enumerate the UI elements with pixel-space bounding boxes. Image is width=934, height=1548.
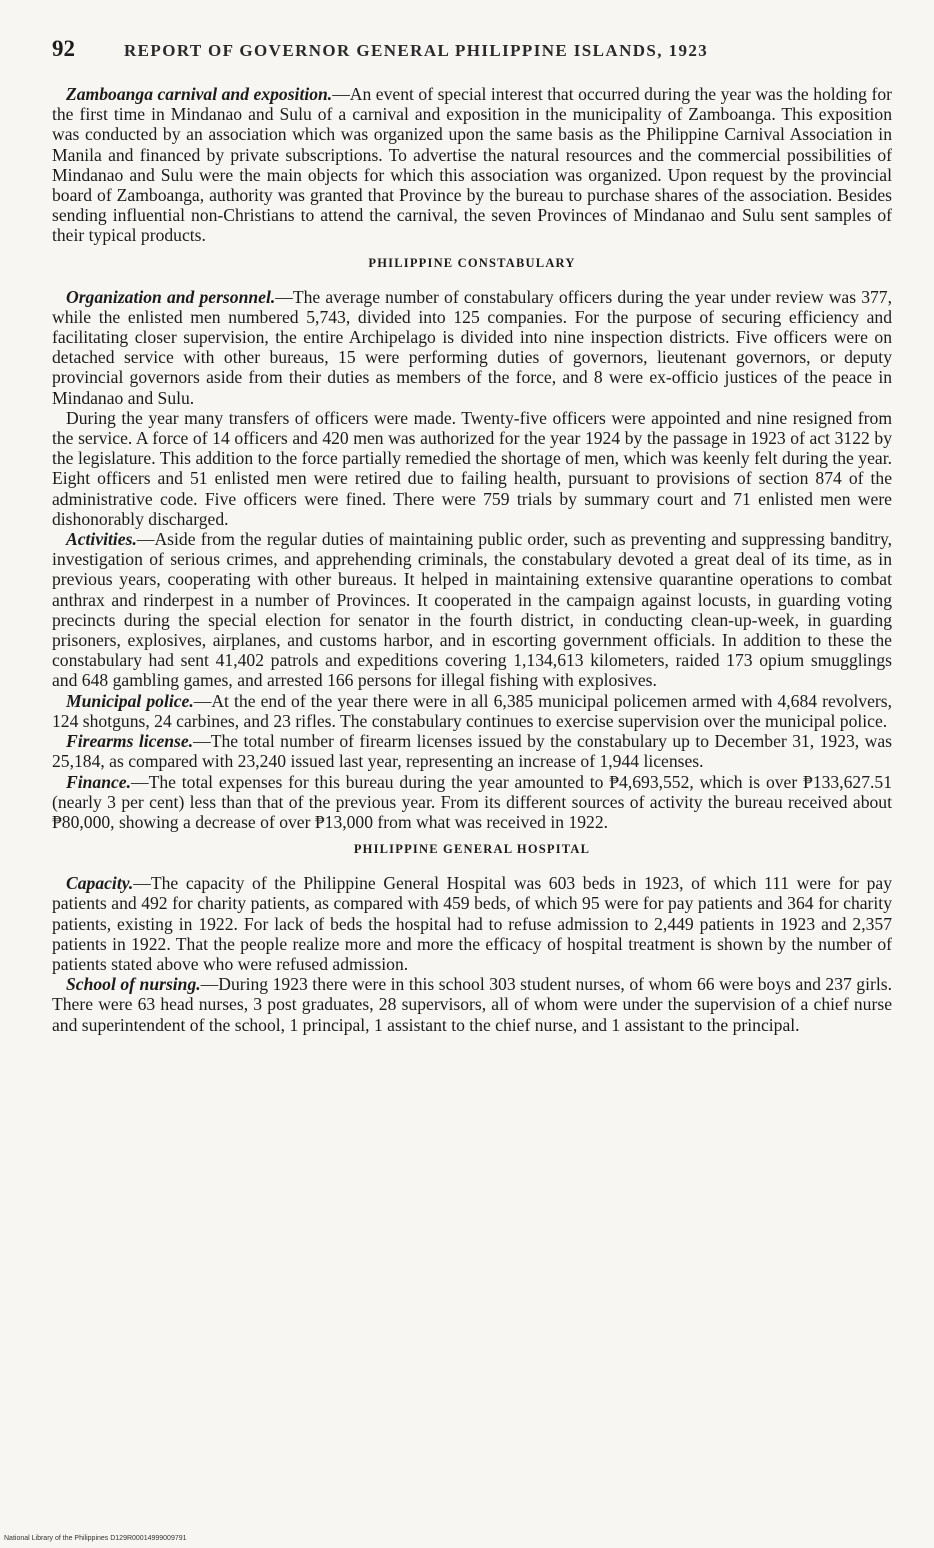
text-firearms: —The total number of firearm licenses issued by the constabulary up to December 31, 1923, was 25,184, as compared with 23,240 issued last year, representing an increase of 1,944 licenses.	[52, 731, 892, 772]
paragraph-nursing	[52, 974, 892, 1035]
page-header	[52, 36, 892, 62]
paragraph-municipal-police	[52, 691, 892, 731]
lead-capacity: Capacity.	[66, 873, 134, 894]
text-capacity: —The capacity of the Philippine General Hospital was 603 beds in 1923, of which 111 were for pay patients and 492 for charity patients, as compared with 459 beds, of which 95 were for pay patients and 364 for charity patients, existing in 1922. For lack of beds the hospital had to refuse admission to 2,449 patients in 1923 and 2,357 patients in 1922. That the people realize more and more the efficacy of hospital treatment is shown by the number of patients stated above who were refused admission.	[52, 873, 892, 974]
paragraph-zamboanga	[52, 84, 892, 246]
paragraph-capacity	[52, 873, 892, 974]
running-head: REPORT OF GOVERNOR GENERAL PHILIPPINE ISLANDS, 1923	[124, 41, 709, 60]
paragraph-finance	[52, 772, 892, 833]
text-activities: —Aside from the regular duties of maintaining public order, such as preventing and suppressing banditry, investigation of serious crimes, and apprehending criminals, the constabulary devoted a great deal of its time, as in previous years, cooperating with other bureaus. It helped in maintaining extensive quarantine operations to combat anthrax and rinderpest in a number of Provinces. It cooperated in the campaign against locusts, in guarding voting precincts during the special election for senator in the fourth district, in conducting clean-up-week, in guarding prisoners, explosives, airplanes, and customs harbor, and in escorting government officials. In addition to these the constabulary had sent 41,402 patrols and expeditions covering 1,134,613 kilometers, raided 173 opium smugglings and 648 gambling games, and arrested 166 persons for illegal fishing with explosives.	[52, 529, 892, 691]
page-number: 92	[52, 36, 75, 61]
text-zamboanga: —An event of special interest that occurred during the year was the holding for the first time in Mindanao and Sulu of a carnival and exposition in the municipality of Zamboanga. This exposition was conducted by an association which was organized upon the same basis as the Philippine Carnival Association in Manila and financed by private subscriptions. To advertise the natural resources and the commercial possibilities of Mindanao and Sulu were the main objects for which this association was organized. Upon request by the provincial board of Zamboanga, authority was granted that Province by the bureau to purchase shares of the association. Besides sending influential non-Christians to attend the carnival, the seven Provinces of Mindanao and Sulu sent samples of their typical products.	[52, 84, 892, 246]
text-organization: —The average number of constabulary officers during the year under review was 377, while the enlisted men numbered 5,743, divided into 125 companies. For the purpose of securing efficiency and facilitating closer supervision, the entire Archipelago is divided into nine inspection districts. Five officers were on detached service with other bureaus, 15 were performing duties of governors, lieutenant governors, or deputy provincial governors aside from their duties as members of the force, and 8 were ex-officio justices of the peace in Mindanao and Sulu.	[52, 286, 892, 408]
text-nursing: —During 1923 there were in this school 303 student nurses, of whom 66 were boys and 237 girls. There were 63 head nurses, 3 post graduates, 28 supervisors, all of whom were under the supervision of a chief nurse and superintendent of the school, 1 principal, 1 assistant to the chief nurse, and 1 assistant to the principal.	[52, 974, 892, 1035]
lead-zamboanga: Zamboanga carnival and exposition.	[66, 84, 333, 104]
section-heading-hospital: PHILIPPINE GENERAL HOSPITAL	[353, 842, 591, 857]
document-page	[52, 36, 892, 1035]
paragraph-activities	[52, 529, 892, 691]
lead-finance: Finance.	[66, 771, 132, 792]
paragraph-firearms	[52, 731, 892, 771]
paragraph-transfers: During the year many transfers of officers were made. Twenty-five officers were appointed and nine resigned from the service. A force of 14 officers and 420 men was authorized for the year 1924 by the passage in 1923 of act 3122 by the legislature. This addition to the force partially remedied the shortage of men, which was keenly felt during the year. Eight officers and 51 enlisted men were retired due to failing health, pursuant to provisions of section 874 of the administrative code. Five officers were fined. There were 759 trials by summary court and 71 enlisted men were dishonorably discharged.	[52, 407, 892, 529]
paragraph-organization	[52, 287, 892, 408]
lead-firearms: Firearms license.	[66, 731, 194, 752]
lead-organization: Organization and personnel.	[66, 286, 276, 307]
scan-footer: National Library of the Philippines D129R00014999009791	[4, 1535, 187, 1542]
text-finance: —The total expenses for this bureau during the year amounted to ₱4,693,552, which is over ₱133,627.51 (nearly 3 per cent) less than that of the previous year. From its different sources of activity the bureau received about ₱80,000, showing a decrease of over ₱13,000 from what was received in 1922.	[52, 771, 892, 832]
lead-nursing: School of nursing.	[66, 974, 201, 995]
lead-municipal-police: Municipal police.	[66, 690, 194, 711]
lead-activities: Activities.	[66, 529, 137, 550]
text-municipal-police: —At the end of the year there were in all 6,385 municipal policemen armed with 4,684 revolvers, 124 shotguns, 24 carbines, and 23 rifles. The constabulary continues to exercise supervision over the municipal police.	[52, 690, 892, 731]
section-heading-constabulary: PHILIPPINE CONSTABULARY	[368, 255, 576, 270]
